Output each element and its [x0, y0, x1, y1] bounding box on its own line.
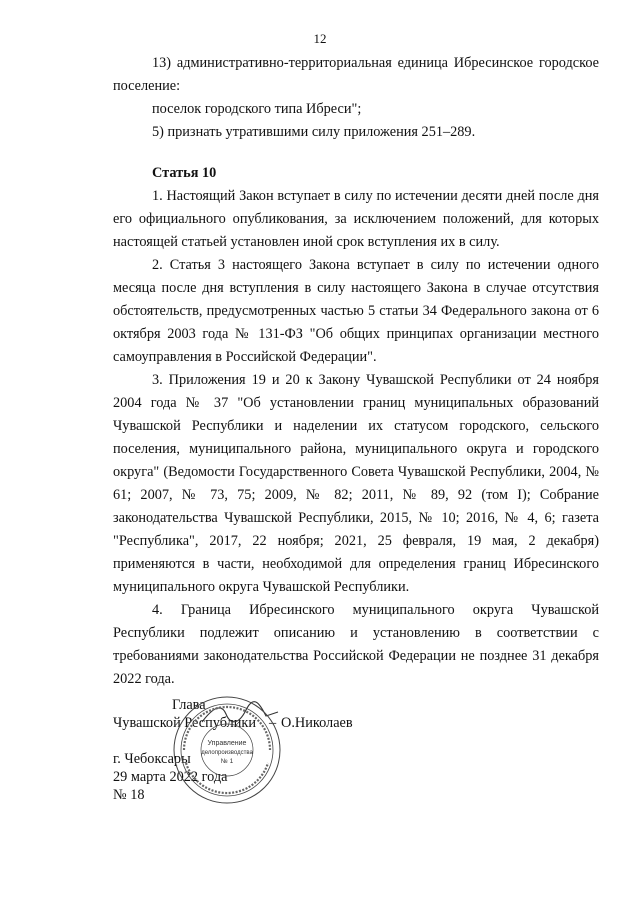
paragraph-item-5: 5) признать утратившими силу приложения 251–289.: [152, 124, 476, 140]
footer-city: г. Чебоксары: [113, 751, 191, 767]
signature-name: О.Николаев: [281, 715, 353, 731]
article-item-3: 3. Приложения 19 и 20 к Закону Чувашской Республики от 24 ноября 2004 года № 37 "Об установлении границ муниципальных образований Чувашской Республики и наделении их статусом городского, сельского поселения, муниципального района, муниципального округа и городского округа" (Ведомости Государственного Совета Чувашской Республики, 2004, № 61; 2007, № 73, 75; 2009, № 82; 2011, № 89, 92 (том I); Собрание законодательства Чувашской Республики, 2015, № 10; 2016, № 4, 6; газета "Республика", 2017, 22 ноября; 2021, 25 февраля, 19 мая, 2 декабря) применяются в части, необходимой для определения границ Ибресинского муниципального округа Чувашской Республики.: [113, 372, 599, 595]
footer-date: 29 марта 2022 года: [113, 769, 228, 785]
stamp-text-line2: делопроизводства: [201, 750, 253, 756]
article-item-2: 2. Статья 3 настоящего Закона вступает в силу по истечении одного месяца после дня вступления в силу настоящего Закона в случае отсутствия обстоятельств, предусмотренных частью 5 статьи 34 Федерального закона от 6 октября 2003 года № 131-ФЗ "Об общих принципах организации местного самоуправления в Российской Федерации".: [113, 257, 599, 365]
article-item-1: 1. Настоящий Закон вступает в силу по истечении десяти дней после дня его официального опубликования, за исключением положений, для которых настоящей статьей установлен иной срок вступления их в силу.: [113, 188, 599, 250]
article-heading: Статья 10: [152, 165, 217, 181]
footer-number: № 18: [113, 787, 145, 803]
document-body: [113, 52, 599, 691]
stamp-text-line3: № 1: [220, 758, 234, 765]
signature-title-line2: Чувашской Республики: [113, 715, 257, 731]
paragraph-item-13: 13) административно-территориальная единица Ибресинское городское поселение:: [113, 55, 599, 94]
page-number: 12: [313, 31, 327, 46]
stamp-text-line1: Управление: [207, 740, 247, 747]
article-item-4: 4. Граница Ибресинского муниципального округа Чувашской Республики подлежит описанию и установлению в соответствии с требованиями законодательства Российской Федерации не позднее 31 декабря 2022 года.: [113, 602, 599, 687]
paragraph-item-13-settlement: поселок городского типа Ибреси";: [152, 101, 362, 117]
official-stamp: [172, 695, 282, 805]
signature-dash: –: [269, 715, 277, 731]
signature-title-line1: Глава: [172, 697, 206, 713]
